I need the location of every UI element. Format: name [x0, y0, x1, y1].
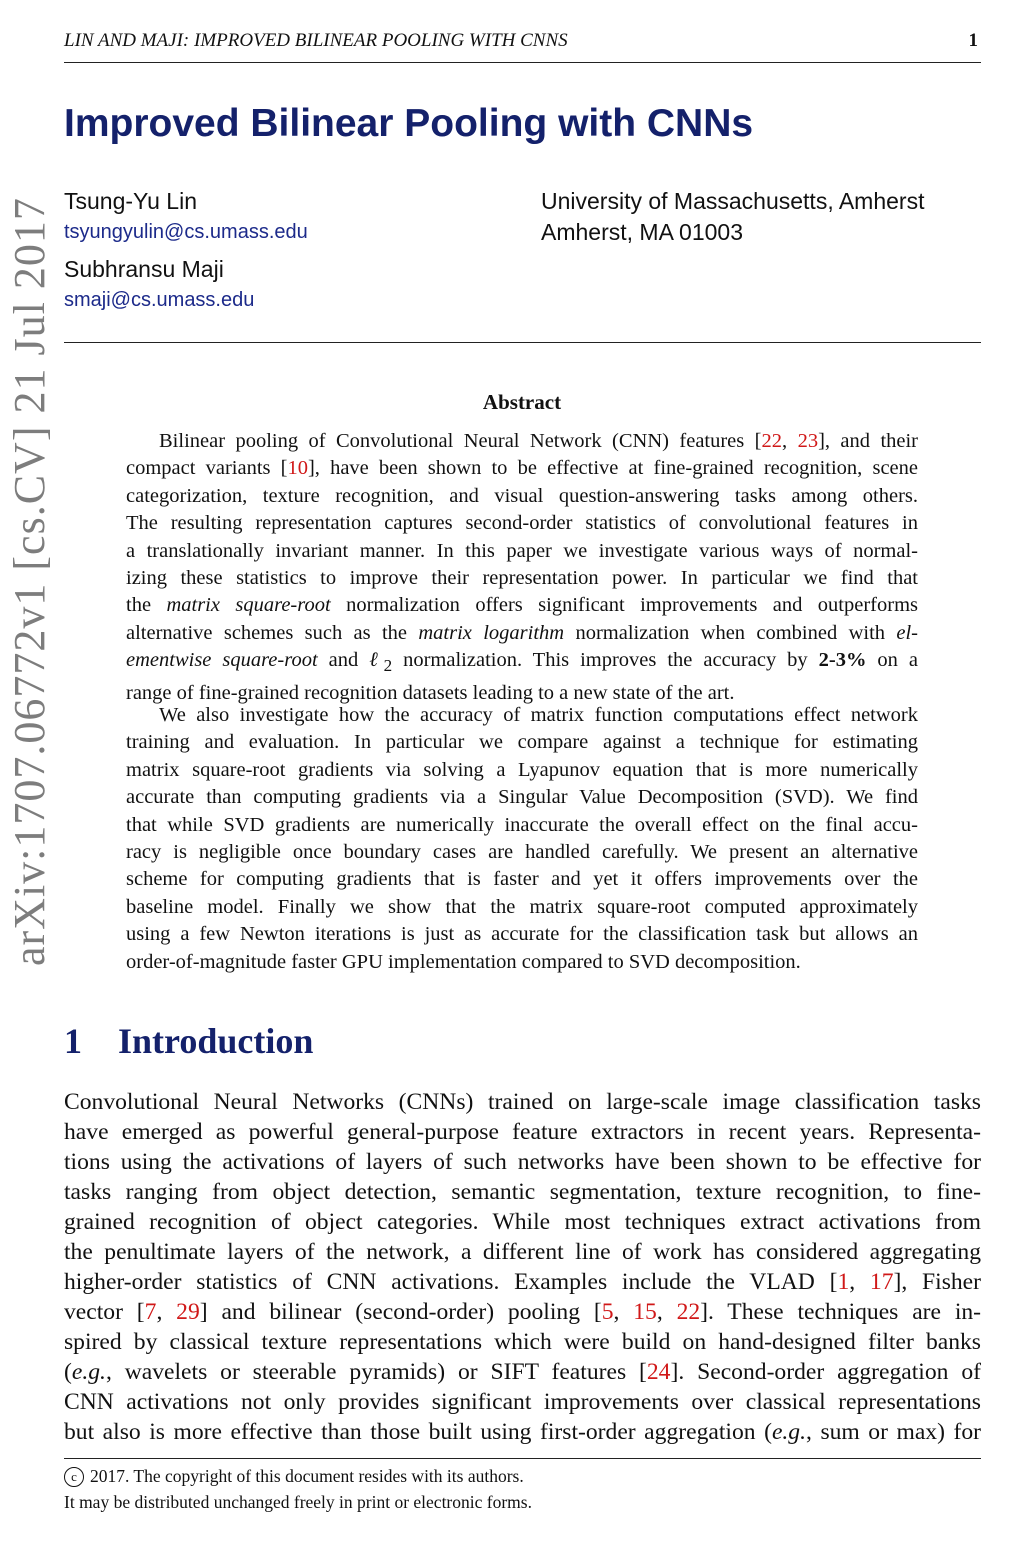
- running-header: [64, 30, 981, 63]
- text-line: We also investigate how the accuracy of matrix function computations effect network: [159, 704, 918, 726]
- math-subscript: 2: [383, 656, 393, 676]
- footnote-line-1: [64, 1463, 524, 1489]
- page-number: 1: [968, 30, 978, 51]
- title-divider: [64, 342, 981, 343]
- text-fragment: ] and bilinear (second-order) pooling [: [199, 1299, 602, 1325]
- text-line: have emerged as powerful general-purpose feature extractors in recent years. Representa-: [64, 1119, 981, 1145]
- footnote-text: 2017. The copyright of this document resides with its authors.: [90, 1466, 524, 1486]
- text-line: a translationally invariant manner. In this paper we investigate various ways of normal-: [126, 539, 918, 562]
- text-line: scheme for computing gradients that is faster and yet it offers improvements over the: [126, 868, 918, 891]
- text-fragment: on a: [866, 649, 918, 672]
- text-fragment: compact variants [: [126, 457, 288, 480]
- intro-paragraph: [64, 1087, 981, 1447]
- text-line: [64, 1357, 981, 1387]
- text-line: tasks ranging from object detection, semantic segmentation, texture recognition, to fine-: [64, 1179, 981, 1205]
- text-line: [126, 455, 918, 482]
- text-fragment: ], and their: [818, 430, 919, 452]
- italic-term: ementwise square-root: [126, 649, 318, 672]
- text-line: that while SVD gradients are numerically inaccurate the overall effect on the final accu-: [126, 813, 918, 836]
- text-line: [126, 647, 918, 680]
- text-line: spired by classical texture representations which were build on hand-designed filter banks: [64, 1329, 981, 1355]
- text-line: [64, 1297, 981, 1327]
- text-fragment: , sum or max) for: [806, 1419, 981, 1445]
- text-line: [126, 428, 918, 455]
- text-fragment: ,: [656, 1299, 677, 1325]
- text-line: The resulting representation captures second-order statistics of convolutional features in: [126, 512, 918, 535]
- text-line: baseline model. Finally we show that the matrix square-root computed approximately: [126, 895, 918, 918]
- section-heading-introduction: [64, 1020, 313, 1062]
- text-line: the penultimate layers of the network, a different line of work has considered aggregating: [64, 1239, 981, 1265]
- text-line: order-of-magnitude faster GPU implementation compared to SVD decomposition.: [126, 950, 801, 973]
- text-line: racy is negligible once boundary cases are handled carefully. We present an alternative: [126, 841, 918, 864]
- section-title: Introduction: [118, 1021, 314, 1061]
- text-line: izing these statistics to improve their representation power. In particular we find that: [126, 567, 918, 590]
- text-line: matrix square-root gradients via solving a Lyapunov equation that is more numerically: [126, 758, 918, 781]
- text-fragment: higher-order statistics of CNN activations. Examples include the VLAD [: [64, 1269, 838, 1295]
- citation-link[interactable]: 23: [797, 430, 819, 452]
- text-line: grained recognition of object categories. While most techniques extract activations from: [64, 1209, 981, 1235]
- text-line: CNN activations not only provides significant improvements over classical representations: [64, 1389, 981, 1415]
- author-name-1: Tsung-Yu Lin: [64, 188, 197, 214]
- author-email-1[interactable]: tsyungyulin@cs.umass.edu: [64, 221, 308, 243]
- citation-link[interactable]: 17: [869, 1269, 894, 1295]
- text-fragment: but also is more effective than those built using first-order aggregation (: [64, 1419, 772, 1445]
- text-line: [126, 592, 918, 619]
- bold-term: 2-3%: [818, 649, 867, 672]
- author-name-2: Subhransu Maji: [64, 256, 224, 282]
- text-fragment: ,: [156, 1299, 177, 1325]
- text-fragment: (: [64, 1359, 72, 1385]
- text-fragment: ], Fisher: [893, 1269, 982, 1295]
- text-fragment: and: [317, 649, 370, 672]
- text-line: [126, 620, 918, 647]
- text-line: accurate than computing gradients via a Singular Value Decomposition (SVD). We find: [126, 786, 918, 809]
- text-line: using a few Newton iterations is just as accurate for the classification task but allows an: [126, 923, 918, 946]
- text-fragment: Bilinear pooling of Convolutional Neural Network (CNN) features [: [159, 430, 762, 452]
- math-ell: ℓ: [369, 649, 384, 672]
- paper-title: Improved Bilinear Pooling with CNNs: [64, 102, 754, 145]
- citation-link[interactable]: 22: [761, 430, 783, 452]
- text-fragment: normalization offers significant improvements and outperforms: [330, 594, 919, 617]
- running-title: LIN AND MAJI: IMPROVED BILINEAR POOLING WITH CNNS: [64, 30, 568, 51]
- text-fragment: alternative schemes such as the: [126, 621, 419, 644]
- citation-link[interactable]: 15: [633, 1299, 657, 1325]
- footnote-line-2: It may be distributed unchanged freely in print or electronic forms.: [64, 1492, 532, 1512]
- text-line: categorization, texture recognition, and visual question-answering tasks among others.: [126, 484, 918, 507]
- citation-link[interactable]: 10: [287, 457, 308, 480]
- text-line: range of fine-grained recognition datasets leading to a new state of the art.: [126, 681, 735, 704]
- citation-link[interactable]: 24: [646, 1359, 671, 1385]
- text-fragment: ,: [782, 430, 788, 452]
- text-fragment: ,: [849, 1269, 870, 1295]
- citation-link[interactable]: 1: [837, 1269, 850, 1295]
- affiliation-line-2: Amherst, MA 01003: [541, 219, 743, 245]
- text-fragment: ,: [613, 1299, 634, 1325]
- section-number: 1: [64, 1021, 82, 1061]
- citation-link[interactable]: 29: [176, 1299, 200, 1325]
- text-fragment: normalization when combined with: [564, 621, 897, 644]
- text-line: tions using the activations of layers of such networks have been shown to be effective for: [64, 1149, 981, 1175]
- italic-term: matrix square-root: [166, 594, 331, 617]
- author-email-2[interactable]: smaji@cs.umass.edu: [64, 289, 255, 311]
- abstract-heading: Abstract: [482, 390, 562, 414]
- citation-link[interactable]: 7: [144, 1299, 157, 1325]
- affiliation-line-1: University of Massachusetts, Amherst: [541, 188, 925, 214]
- text-fragment: ], have been shown to be effective at fine-grained recognition, scene: [307, 457, 918, 480]
- text-fragment: normalization. This improves the accuracy by: [392, 649, 819, 672]
- text-line: training and evaluation. In particular we compare against a technique for estimating: [126, 731, 918, 754]
- text-fragment: , wavelets or steerable pyramids) or SIFT features [: [105, 1359, 647, 1385]
- text-line: [64, 1267, 981, 1297]
- abstract-paragraph-2: [126, 702, 918, 976]
- citation-link[interactable]: 22: [676, 1299, 701, 1325]
- abstract-paragraph-1: [126, 428, 918, 707]
- italic-term: e.g.: [71, 1359, 106, 1385]
- copyright-icon: c: [64, 1467, 84, 1487]
- text-line: [64, 1417, 981, 1447]
- arxiv-stamp: arXiv:1707.06772v1 [cs.CV] 21 Jul 2017: [5, 197, 54, 966]
- text-fragment: the: [126, 594, 167, 617]
- citation-link[interactable]: 5: [601, 1299, 614, 1325]
- text-line: Convolutional Neural Networks (CNNs) trained on large-scale image classification tasks: [64, 1089, 981, 1115]
- text-fragment: vector [: [64, 1299, 145, 1325]
- text-fragment: ]. Second-order aggregation of: [670, 1359, 981, 1385]
- italic-term: el-: [896, 621, 918, 644]
- italic-term: matrix logarithm: [418, 621, 565, 644]
- footnote-divider: [64, 1458, 981, 1459]
- italic-term: e.g.: [771, 1419, 807, 1445]
- text-fragment: ]. These techniques are in-: [700, 1299, 982, 1325]
